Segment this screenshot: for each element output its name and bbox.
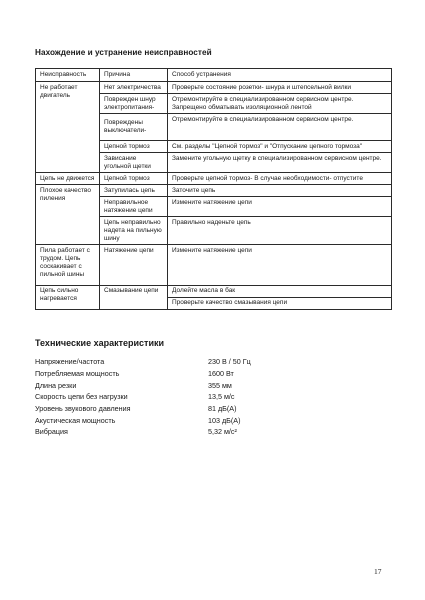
table-row xyxy=(36,245,392,286)
spec-row xyxy=(35,391,265,403)
spec-row xyxy=(35,414,265,426)
fault-cell: Пила работает с трудом. Цепь соскакивает с пильной шины xyxy=(36,245,100,286)
page-number: 17 xyxy=(374,567,382,576)
cause-cell: Смазывание цепи xyxy=(100,285,168,309)
table-row xyxy=(36,173,392,185)
spec-row xyxy=(35,403,265,415)
cause-cell: Натяжение цепи xyxy=(100,245,168,286)
spec-value: 81 дБ(А) xyxy=(208,404,237,414)
specs-list xyxy=(35,356,265,438)
remedy-cell: Проверьте качество смазывания цепи xyxy=(168,297,392,309)
spec-name: Вибрация xyxy=(35,427,68,437)
cause-cell: Цепной тормоз xyxy=(100,141,168,153)
spec-value: 13,5 м/с xyxy=(208,392,235,402)
spec-name: Акустическая мощность xyxy=(35,415,116,425)
remedy-cell: Проверьте цепной тормоз- В случае необходимости- отпустите xyxy=(168,173,392,185)
cause-cell: Повреждены выключатели- xyxy=(100,114,168,141)
remedy-cell: Отремонтируйте в специализированном сервисном центре. xyxy=(168,114,392,141)
spec-value: 103 дБ(А) xyxy=(208,415,241,425)
spec-name: Напряжение/частота xyxy=(35,357,105,367)
fault-cell: Цепь сильно нагревается xyxy=(36,285,100,309)
spec-value: 355 мм xyxy=(208,380,232,390)
spec-name: Уровень звукового давления xyxy=(35,404,131,414)
cause-cell: Неправильное натяжение цепи xyxy=(100,197,168,217)
spec-value: 5,32 м/с² xyxy=(208,427,237,437)
cause-cell: Цепной тормоз xyxy=(100,173,168,185)
remedy-cell: См. разделы "Цепной тормоз" и "Отпускание цепного тормоза" xyxy=(168,141,392,153)
spec-name: Скорость цепи без нагрузки xyxy=(35,392,128,402)
table-header-row xyxy=(36,69,392,82)
table-row xyxy=(36,185,392,197)
remedy-cell: Отремонтируйте в специализированном сервисном центре. Запрещено обматывать изоляционной лентой xyxy=(168,94,392,114)
remedy-cell: Измените натяжение цепи xyxy=(168,245,392,286)
troubleshooting-title: Нахождение и устранение неисправностей xyxy=(35,48,212,57)
table-row xyxy=(36,82,392,94)
spec-row xyxy=(35,368,265,380)
spec-row xyxy=(35,379,265,391)
remedy-cell: Долейте масла в бак xyxy=(168,285,392,297)
cause-cell: Нет электричества xyxy=(100,82,168,94)
remedy-cell: Измените натяжение цепи xyxy=(168,197,392,217)
spec-name: Потребляемая мощность xyxy=(35,369,120,379)
fault-cell: Не работает двигатель xyxy=(36,82,100,173)
header-remedy: Способ устранения xyxy=(168,69,392,82)
spec-value: 230 В / 50 Гц xyxy=(208,357,251,367)
fault-cell: Цепь не движется xyxy=(36,173,100,185)
troubleshooting-table xyxy=(35,68,392,310)
spec-row xyxy=(35,426,265,438)
cause-cell: Затупилась цепь xyxy=(100,185,168,197)
spec-value: 1600 Вт xyxy=(208,369,234,379)
spec-row xyxy=(35,356,265,368)
remedy-cell: Замените угольную щетку в специализированном сервисном центре. xyxy=(168,153,392,173)
cause-cell: Зависание угольной щетки xyxy=(100,153,168,173)
specs-title: Технические характеристики xyxy=(35,338,165,348)
remedy-cell: Правильно наденьте цепь xyxy=(168,217,392,245)
spec-name: Длина резки xyxy=(35,380,77,390)
cause-cell: Поврежден шнур электропитания- xyxy=(100,94,168,114)
fault-cell: Плохое качество пиления xyxy=(36,185,100,245)
cause-cell: Цепь неправильно надета на пильную шину xyxy=(100,217,168,245)
table-row xyxy=(36,285,392,297)
header-fault: Неисправность xyxy=(36,69,100,82)
header-cause: Причина xyxy=(100,69,168,82)
remedy-cell: Проверьте состояние розетки- шнура и штепсельной вилки xyxy=(168,82,392,94)
remedy-cell: Заточите цепь xyxy=(168,185,392,197)
